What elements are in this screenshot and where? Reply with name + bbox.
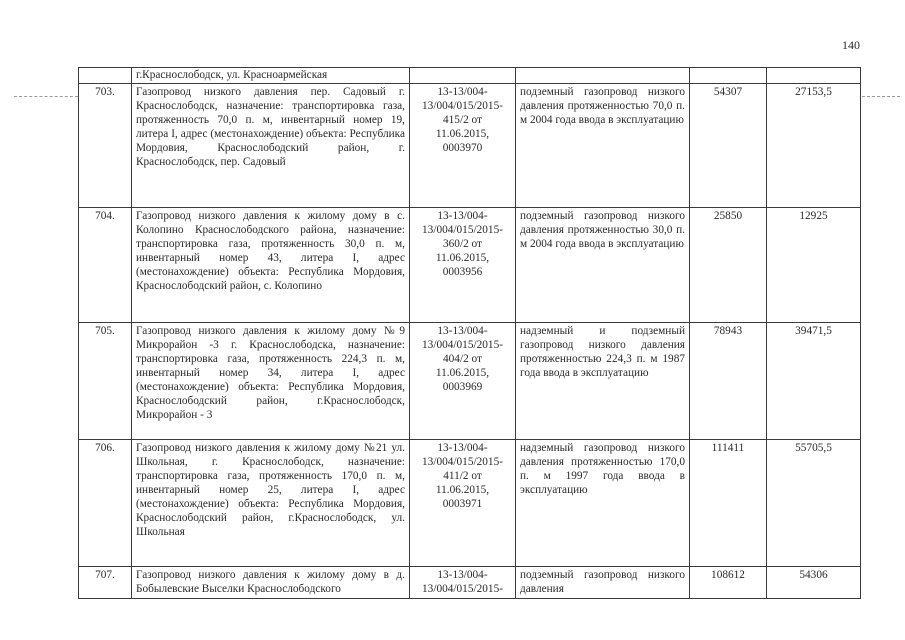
registration-line: 0003971 — [442, 498, 483, 510]
object-description — [132, 323, 410, 440]
registration-line: 13-13/004- — [437, 86, 488, 98]
table-row — [79, 323, 861, 440]
continuation-row — [79, 68, 861, 84]
cell-value2 — [767, 68, 861, 84]
object-name: Газопровод низкого давления к жилому дому №9 Микрорайон -3 г. Краснослободска, назначение: транспортировка газа, протяженность 224,3 п. м, инвентарный номер 34, литера I, адрес (местонахождение) объекта: Республика Мордовия, Краснослободский район, г.Краснослободск, Микрорайон - 3 — [136, 325, 405, 421]
table-row — [79, 208, 861, 323]
row-number: 705. — [79, 323, 132, 440]
value-1: 78943 — [690, 323, 767, 440]
cell-num — [79, 68, 132, 84]
value-2: 27153,5 — [767, 84, 861, 208]
table-row — [79, 84, 861, 208]
cell-desc — [516, 68, 690, 84]
registration-line: 11.06.2015, — [435, 484, 490, 496]
registration-line: 13/004/015/2015- — [422, 583, 503, 595]
table-row — [79, 440, 861, 567]
row-number: 704. — [79, 208, 132, 323]
registration-line: 13-13/004- — [437, 442, 488, 454]
value-1: 25850 — [690, 208, 767, 323]
registration-record — [410, 208, 516, 323]
registration-line: 360/2 от — [443, 238, 482, 250]
cell-reg — [410, 68, 516, 84]
value-1: 108612 — [690, 567, 767, 599]
object-name: Газопровод низкого давления пер. Садовый г. Краснослободск, назначение: транспортировка газа, протяженность 70,0 п. м, инвентарный номер 19, литера I, адрес (местонахождение) объекта: Республика Мордовия, Краснослободский район, г. Краснослободск, пер. Садовый — [136, 86, 405, 168]
registration-line: 404/2 от — [443, 353, 482, 365]
registration-line: 0003969 — [442, 381, 483, 393]
registration-line: 0003956 — [442, 266, 483, 278]
registration-line: 411/2 от — [443, 470, 482, 482]
object-name: Газопровод низкого давления к жилому дому №21 ул. Школьная, г. Краснослободск, назначение: транспортировка газа, протяженность 170,0 п. м, инвентарный номер 25, литера I, адрес (местонахождение) объекта: Республика Мордовия, Краснослободский район, г.Краснослободск, ул. Школьная — [136, 442, 405, 538]
value-2: 12925 — [767, 208, 861, 323]
registration-line: 13/004/015/2015- — [422, 224, 503, 236]
row-number: 707. — [79, 567, 132, 599]
technical-characteristics: надземный газопровод низкого давления протяженностью 170,0 п. м 1997 года ввода в эксплуатацию — [516, 440, 690, 567]
registration-line: 13/004/015/2015- — [422, 456, 503, 468]
registration-record — [410, 567, 516, 599]
row-number: 703. — [79, 84, 132, 208]
value-2: 55705,5 — [767, 440, 861, 567]
registration-line: 11.06.2015, — [435, 367, 490, 379]
object-name: Газопровод низкого давления к жилому дому в д. Бобылевские Выселки Краснослободского — [136, 569, 405, 595]
continuation-text: г.Краснослободск, ул. Красноармейская — [132, 68, 410, 84]
property-registry-table — [78, 67, 861, 599]
value-1: 111411 — [690, 440, 767, 567]
value-1: 54307 — [690, 84, 767, 208]
registration-line: 13/004/015/2015- — [422, 339, 503, 351]
object-description — [132, 208, 410, 323]
value-2: 54306 — [767, 567, 861, 599]
registration-line: 13-13/004- — [437, 210, 488, 222]
scan-artifact-left — [14, 96, 78, 97]
technical-characteristics: подземный газопровод низкого давления протяженностью 30,0 п. м 2004 года ввода в эксплуатацию — [516, 208, 690, 323]
value-2: 39471,5 — [767, 323, 861, 440]
registration-record — [410, 323, 516, 440]
registration-line: 13-13/004- — [437, 325, 488, 337]
registration-record — [410, 440, 516, 567]
object-name: Газопровод низкого давления к жилому дому в с. Колопино Краснослободского района, назначение: транспортировка газа, протяженность 30,0 п. м, инвентарный номер 43, литера I, адрес (местонахождение) объекта: Республика Мордовия, Краснослободский район, с. Колопино — [136, 210, 405, 292]
registration-record — [410, 84, 516, 208]
row-number: 706. — [79, 440, 132, 567]
registration-line: 0003970 — [442, 142, 483, 154]
table-row — [79, 567, 861, 599]
scan-artifact-right — [862, 96, 900, 97]
object-description — [132, 567, 410, 599]
object-description — [132, 84, 410, 208]
technical-characteristics: подземный газопровод низкого давления протяженностью 70,0 п. м 2004 года ввода в эксплуатацию — [516, 84, 690, 208]
page-number: 140 — [842, 38, 860, 52]
cell-value1 — [690, 68, 767, 84]
technical-characteristics: подземный газопровод низкого давления — [516, 567, 690, 599]
registration-line: 13/004/015/2015- — [422, 100, 503, 112]
technical-characteristics: надземный и подземный газопровод низкого давления протяженностью 224,3 п. м 1987 года ввода в эксплуатацию — [516, 323, 690, 440]
registration-line: 11.06.2015, — [435, 128, 490, 140]
registration-line: 415/2 от — [443, 114, 482, 126]
registration-line: 13-13/004- — [437, 569, 488, 581]
registration-line: 11.06.2015, — [435, 252, 490, 264]
object-description — [132, 440, 410, 567]
